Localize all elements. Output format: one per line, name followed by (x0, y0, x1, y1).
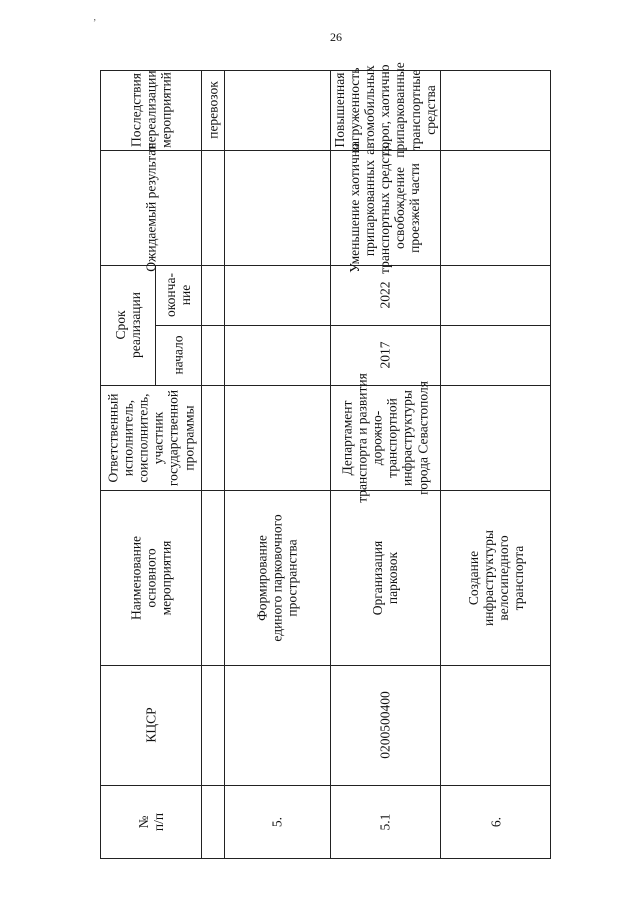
row-0-start (201, 325, 224, 385)
row-3-result (440, 150, 551, 265)
row-2-start-line: 2017 (377, 341, 393, 369)
row-1-end (224, 265, 330, 325)
row-0-result (201, 150, 224, 265)
header-name-line: основного (142, 547, 158, 608)
row-1-name-line: Формирование (254, 534, 270, 621)
header-responsible-line: государственной (165, 389, 181, 486)
row-2-name (330, 490, 440, 665)
header-num-line: п/п (150, 812, 166, 832)
row-2-name-line: Организация (369, 540, 385, 615)
row-3-name-line: транспорта (510, 545, 526, 610)
header-term-end-line: оконча- (162, 273, 178, 317)
header-name-line: Наименование (127, 535, 143, 620)
header-num-line: № (135, 815, 151, 829)
row-3-num (440, 785, 551, 859)
row-3-end (440, 265, 551, 325)
header-num (100, 785, 201, 859)
header-name-line: мероприятия (158, 540, 174, 615)
row-2-result-line: освобождение (392, 166, 408, 249)
row-2-responsible-line: транспортной (385, 397, 400, 478)
row-1-name (224, 490, 330, 665)
row-2-end-line: 2022 (377, 281, 393, 309)
row-2-consequences-line: средства (422, 85, 438, 135)
header-kcsr-line: КЦСР (142, 707, 158, 743)
row-2-responsible-line: инфраструктуры (400, 389, 416, 486)
row-2-responsible (330, 372, 440, 503)
row-2-end (330, 265, 440, 325)
page-number: 26 (330, 30, 342, 44)
row-2-result-line: транспортных средств, (377, 141, 393, 274)
row-0-consequences-line: перевозок (204, 81, 220, 139)
row-2-consequences (330, 62, 440, 158)
row-2-consequences-line: припаркованные (392, 62, 408, 158)
header-name (100, 490, 201, 665)
header-responsible (100, 385, 201, 490)
row-1-num-line: 5. (269, 816, 285, 828)
header-responsible-line: Ответственный (105, 393, 121, 482)
row-2-kcsr-line: 0200500400 (377, 691, 393, 759)
header-result (100, 143, 201, 272)
row-1-num (224, 785, 330, 859)
header-term-end (155, 265, 201, 325)
row-3-num-line: 6. (487, 816, 503, 828)
row-0-num (201, 785, 224, 859)
row-0-name (201, 490, 224, 665)
row-2-consequences-line: дорог, хаотично (377, 64, 393, 156)
row-2-name-line: парковок (385, 551, 400, 604)
row-1-result (224, 150, 330, 265)
header-term-line: Срок (112, 310, 128, 340)
header-term-start-line: начало (170, 335, 186, 375)
row-1-name-line: пространства (284, 538, 300, 617)
row-3-name-line: Создание (465, 550, 481, 605)
header-result-line: Ожидаемый результат (142, 143, 158, 272)
row-2-consequences-line: Повышенная (332, 72, 348, 148)
header-consequences (100, 70, 201, 150)
row-2-result (330, 141, 440, 274)
header-term (100, 265, 155, 385)
header-responsible-line: исполнитель, (120, 399, 136, 476)
row-2-consequences-line: автомобильных (362, 65, 378, 155)
header-responsible-line: соисполнитель, (135, 392, 151, 483)
header-term-start (155, 325, 201, 385)
row-2-result-line: проезжей части (407, 162, 423, 253)
row-2-kcsr (330, 665, 440, 785)
measures-table (100, 62, 551, 859)
row-3-kcsr (440, 665, 551, 785)
header-responsible-line: участник (150, 411, 166, 464)
row-2-consequences-line: транспортные (407, 69, 423, 151)
row-2-responsible-line: Департамент (339, 400, 355, 475)
row-0-consequences (201, 70, 224, 150)
row-3-responsible (440, 385, 551, 490)
corner-mark: ‚ (93, 12, 97, 23)
row-1-start (224, 325, 330, 385)
row-3-name-line: велосипедного (495, 534, 511, 621)
row-2-start (330, 325, 440, 385)
row-2-responsible-line: города Севастополя (415, 380, 431, 495)
row-0-end (201, 265, 224, 325)
header-term-line: реализации (127, 292, 143, 358)
row-3-name (440, 490, 551, 665)
row-3-name-line: инфраструктуры (480, 529, 496, 626)
row-2-consequences-line: загруженность (347, 67, 363, 153)
header-term-end-line: ние (178, 284, 193, 306)
row-0-kcsr (201, 665, 224, 785)
row-2-result-line: Уменьшение хаотично (347, 142, 363, 273)
header-consequences-line: Последствия (127, 73, 143, 147)
row-2-responsible-line: дорожно- (369, 410, 385, 465)
header-consequences-line: мероприятий (158, 72, 174, 148)
row-3-consequences (440, 70, 551, 150)
row-2-responsible-line: транспорта и развития (354, 372, 370, 503)
row-2-result-line: припаркованных (362, 159, 378, 256)
header-responsible-line: программы (180, 404, 196, 471)
row-1-responsible (224, 385, 330, 490)
header-kcsr (100, 665, 201, 785)
row-0-responsible (201, 385, 224, 490)
row-1-kcsr (224, 665, 330, 785)
row-3-start (440, 325, 551, 385)
header-consequences-line: нереализации (142, 70, 158, 150)
row-1-name-line: единого парковочного (269, 513, 285, 642)
row-2-num-line: 5.1 (377, 813, 393, 831)
row-2-num (330, 785, 440, 859)
row-1-consequences (224, 70, 330, 150)
